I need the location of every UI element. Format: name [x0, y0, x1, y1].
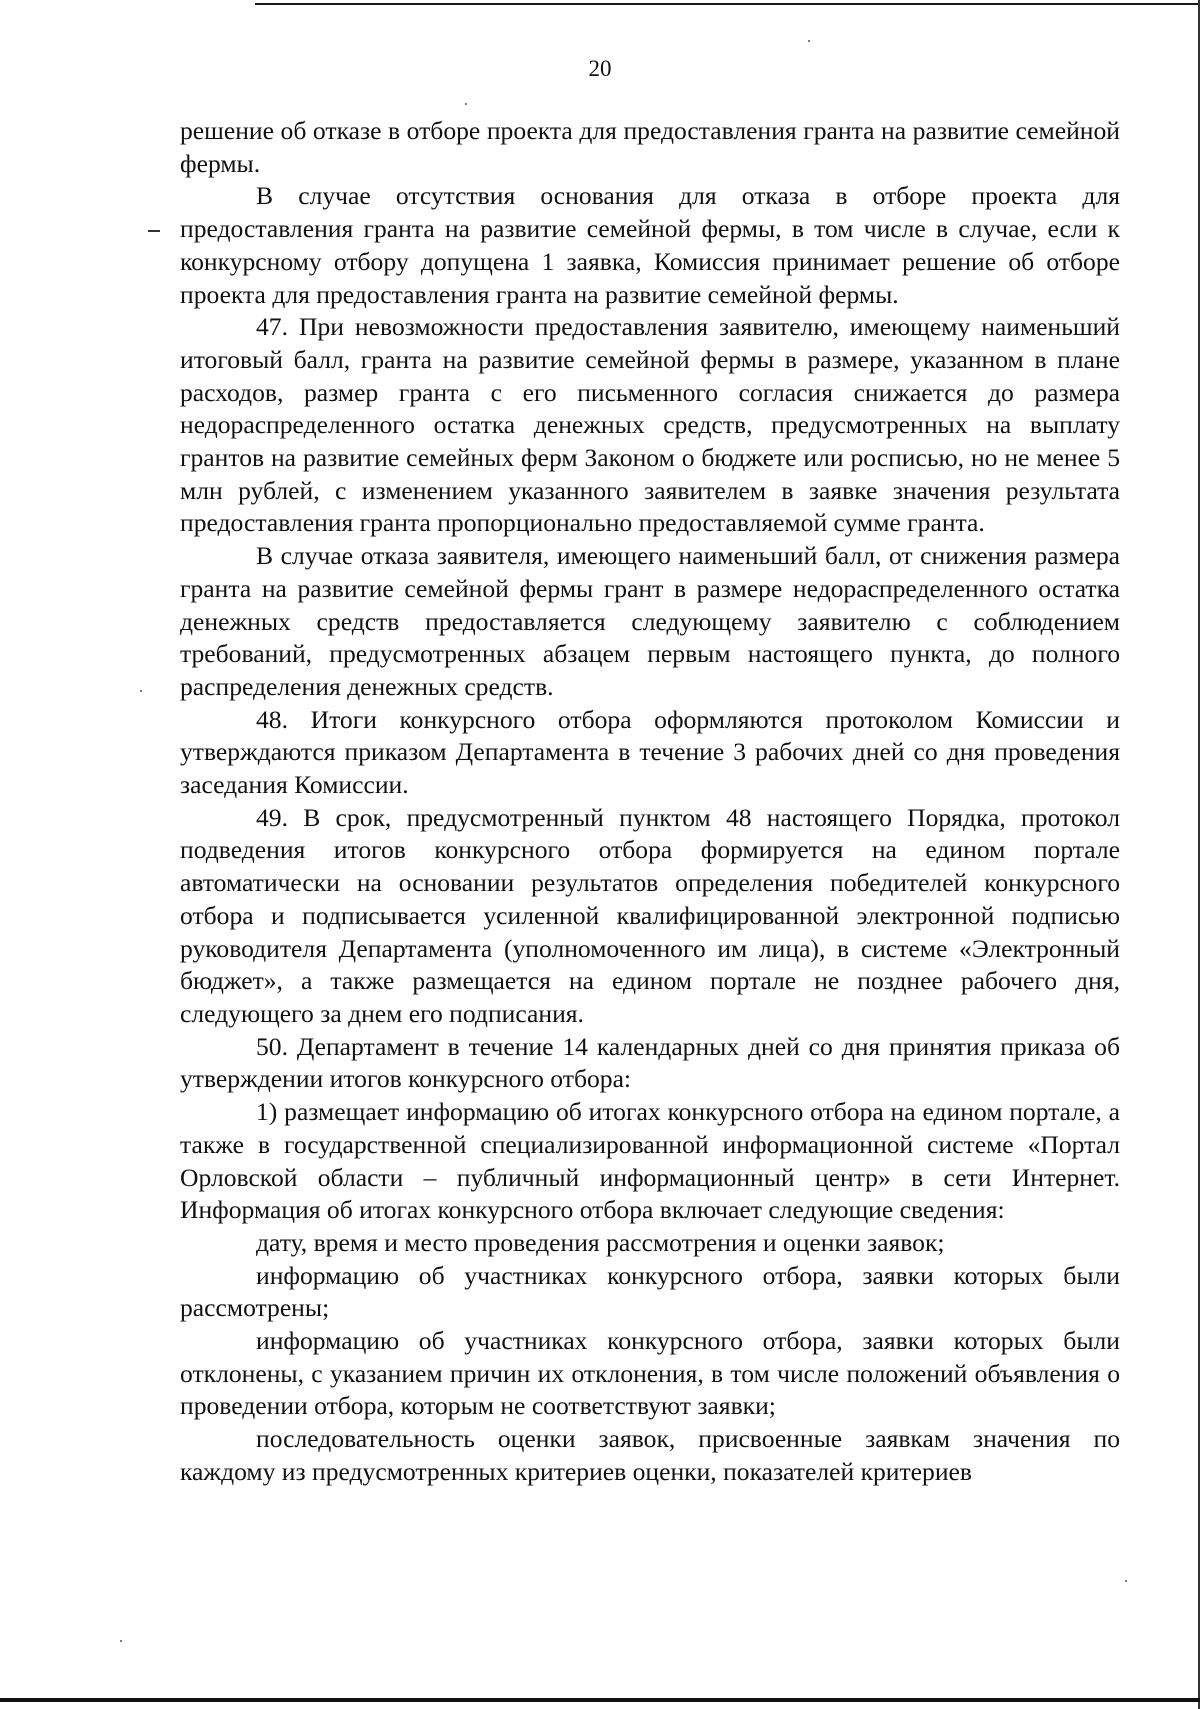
margin-mark: [148, 230, 160, 232]
paragraph: решение об отказе в отборе проекта для предоставления гранта на развитие семейной фермы.: [180, 116, 1120, 178]
paragraph: В случае отказа заявителя, имеющего наименьший балл, от снижения размера гранта на развитие семейной фермы грант в размере недораспределенного остатка денежных средств предоставляется следующему заявителю с соблюдением требований, предусмотренных абзацем первым настоящего пункта, до полного распределения денежных средств.: [180, 541, 1120, 701]
page-number: 20: [588, 56, 612, 81]
paragraph: В случае отсутствия основания для отказа в отборе проекта для предоставления гранта на развитие семейной фермы, в том числе в случае, если к конкурсному отбору допущена 1 заявка, Комиссия принимает решение об отборе проекта для предоставления гранта на развитие семейной фермы.: [180, 181, 1120, 309]
paragraph: информацию об участниках конкурсного отбора, заявки которых были рассмотрены;: [180, 1260, 1120, 1323]
paragraph: информацию об участниках конкурсного отбора, заявки которых были отклонены, с указанием причин их отклонения, в том числе положений объявления о проведении отбора, которым не соответствуют заявки;: [180, 1326, 1120, 1421]
scan-speck: [140, 690, 142, 692]
scan-speck: [808, 40, 810, 42]
scan-speck: [465, 103, 467, 105]
document-body: [180, 115, 1120, 1489]
paragraph: 50. Департамент в течение 14 календарных дней со дня принятия приказа об утверждении итогов конкурсного отбора:: [180, 1031, 1120, 1094]
paragraph: 1) размещает информацию об итогах конкурсного отбора на едином портале, а также в государственной специализированной информационной системе «Портал Орловской области – публичный информационный центр» в сети Интернет. Информация об итогах конкурсного отбора включает следующие сведения:: [180, 1097, 1120, 1225]
scan-speck: [120, 1640, 122, 1642]
scan-speck: [1125, 1580, 1127, 1582]
scan-top-border: [255, 3, 1200, 5]
paragraph: 48. Итоги конкурсного отбора оформляются протоколом Комиссии и утверждаются приказом Департамента в течение 3 рабочих дней со дня проведения заседания Комиссии.: [180, 704, 1120, 800]
scan-bottom-border: [0, 1698, 1200, 1702]
paragraph: дату, время и место проведения рассмотрения и оценки заявок;: [256, 1227, 945, 1257]
paragraph: 49. В срок, предусмотренный пунктом 48 настоящего Порядка, протокол подведения итогов конкурсного отбора формируется на едином портале автоматически на основании результатов определения победителей конкурсного отбора и подписывается усиленной квалифицированной электронной подписью руководителя Департамента (уполномоченного им лица), в системе «Электронный бюджет», а также размещается на едином портале не позднее рабочего дня, следующего за днем его подписания.: [180, 802, 1120, 1028]
paragraph: 47. При невозможности предоставления заявителю, имеющему наименьший итоговый балл, гранта на развитие семейной фермы в размере, указанном в плане расходов, размер гранта с его письменного согласия снижается до размера недораспределенного остатка денежных средств, предусмотренных на выплату грантов на развитие семейных ферм Законом о бюджете или росписью, но не менее 5 млн рублей, с изменением указанного заявителем в заявке значения результата предоставления гранта пропорционально предоставляемой сумме гранта.: [180, 312, 1120, 538]
paragraph: последовательность оценки заявок, присвоенные заявкам значения по каждому из предусмотренных критериев оценки, показателей критериев: [180, 1424, 1120, 1486]
